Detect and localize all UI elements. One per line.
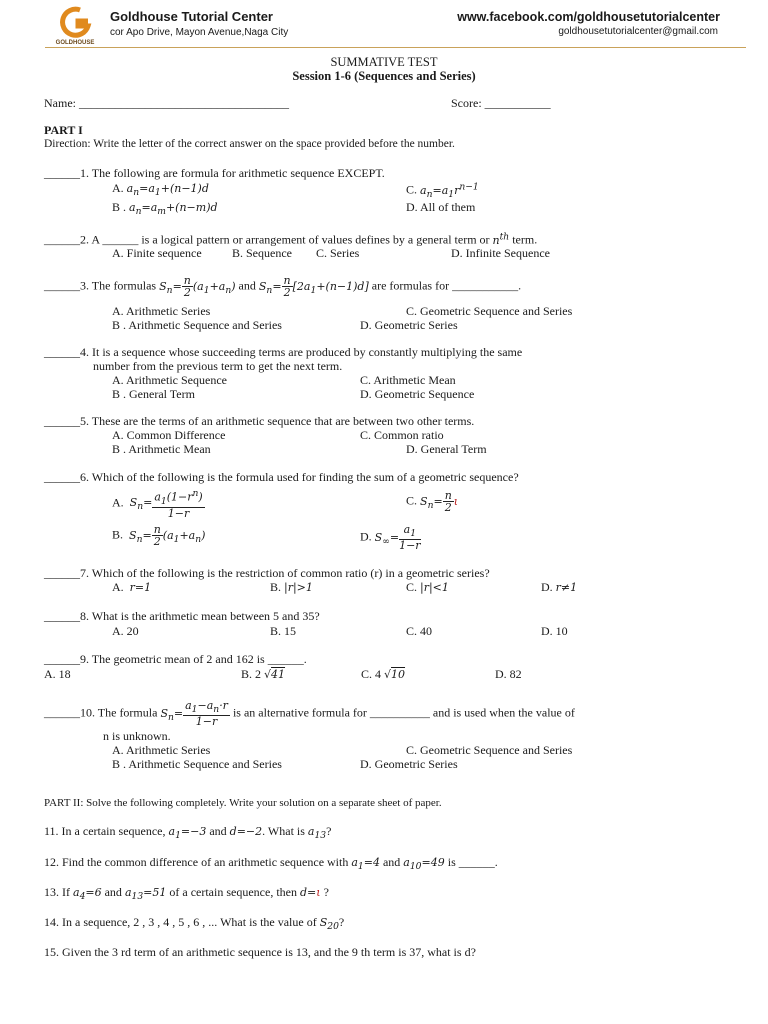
q6-option-d[interactable]: D. $S_\infty=$ $\frac{a_1}{1-r}$	[360, 523, 421, 553]
q1-option-b[interactable]: B . $a_n=a_m+(n-m)d$	[112, 200, 218, 218]
q4-option-d[interactable]: D. Geometric Sequence	[360, 387, 475, 401]
score-field[interactable]: Score: ___________	[451, 96, 551, 110]
question-3: ______3. The formulas $S_n=$ $\frac{n}{2}$ $(a_1+a_n)$ and $S_n=$ $\frac{n}{2}$ $[2a_1+(n-1)d]$ are formulas for ___________.	[44, 274, 522, 299]
test-title: SUMMATIVE TEST	[330, 55, 438, 69]
q7-option-b[interactable]: B. |r|>1	[270, 580, 313, 594]
q10-option-a[interactable]: A. Arithmetic Series	[112, 743, 211, 757]
q6-option-a[interactable]: A. $S_n=$ $\frac{a_1(1-r^n)}{1-r}$	[112, 488, 203, 520]
q9-option-c[interactable]: C. 4 √10	[361, 667, 406, 681]
q8-option-d[interactable]: D. 10	[541, 624, 568, 638]
question-5: ______5. These are the terms of an arithmetic sequence that are between two other terms.	[44, 414, 475, 428]
org-address: cor Apo Drive, Mayon Avenue,Naga City	[110, 27, 289, 38]
q5-option-d[interactable]: D. General Term	[406, 442, 487, 456]
question-10: ______10. The formula $S_n=$ $\frac{a_1-a_n\cdot r}{1-r}$ is an alternative formula for __________ and is used when the value of	[44, 699, 575, 729]
q8-option-a[interactable]: A. 20	[112, 624, 139, 638]
question-11: 11. In a certain sequence, $a_1=-3$ and d=−2. What is $a_{13}$?	[44, 824, 332, 842]
q8-option-c[interactable]: C. 40	[406, 624, 433, 638]
q9-option-d[interactable]: D. 82	[495, 667, 522, 681]
q4-option-a[interactable]: A. Arithmetic Sequence	[112, 373, 227, 387]
question-13: 13. If $a_4=6$ and $a_{13}=51$ of a certain sequence, then d=ι ?	[44, 885, 329, 903]
q5-option-b[interactable]: B . Arithmetic Mean	[112, 442, 211, 456]
question-14: 14. In a sequence, 2 , 3 , 4 , 5 , 6 , ... What is the value of $S_{20}$?	[44, 915, 345, 933]
q9-option-a[interactable]: A. 18	[44, 667, 71, 681]
q6-option-b[interactable]: B. $S_n=$ $\frac{n}{2}$ $(a_1+a_n)$	[112, 523, 206, 548]
org-name: Goldhouse Tutorial Center	[110, 9, 273, 24]
q5-option-c[interactable]: C. Common ratio	[360, 428, 444, 442]
q4-option-b[interactable]: B . General Term	[112, 387, 195, 401]
name-field[interactable]: Name: ___________________________________	[44, 96, 289, 110]
question-8: ______8. What is the arithmetic mean between 5 and 35?	[44, 609, 320, 623]
part1-heading: PART I	[44, 123, 83, 137]
question-15: 15. Given the 3 rd term of an arithmetic sequence is 13, and the 9 th term is 37, what is d?	[44, 945, 476, 959]
q2-option-d[interactable]: D. Infinite Sequence	[451, 246, 550, 260]
question-1: ______1. The following are formula for arithmetic sequence EXCEPT.	[44, 166, 385, 180]
question-4: ______4. It is a sequence whose succeeding terms are produced by constantly multiplying the same	[44, 345, 523, 359]
q8-option-b[interactable]: B. 15	[270, 624, 297, 638]
q1-option-d[interactable]: D. All of them	[406, 200, 476, 214]
test-subtitle: Session 1-6 (Sequences and Series)	[292, 69, 476, 83]
q10-option-b[interactable]: B . Arithmetic Sequence and Series	[112, 757, 282, 771]
question-9: ______9. The geometric mean of 2 and 162 is ______.	[44, 652, 307, 666]
q7-option-d[interactable]: D. r≠1	[541, 580, 578, 594]
q1-option-a[interactable]: A. $a_n=a_1+(n-1)d$	[112, 181, 209, 199]
facebook-link[interactable]: www.facebook.com/goldhousetutorialcenter	[457, 10, 720, 24]
q3-option-d[interactable]: D. Geometric Series	[360, 318, 458, 332]
q6-option-c[interactable]: C. $S_n=$ $\frac{n}{2}$ ι	[406, 489, 459, 514]
q5-option-a[interactable]: A. Common Difference	[112, 428, 226, 442]
question-12: 12. Find the common difference of an arithmetic sequence with $a_1=4$ and $a_{10}=49$ is ______.	[44, 855, 498, 873]
q9-option-b[interactable]: B. 2 √41	[241, 667, 286, 681]
q7-option-a[interactable]: A. r=1	[112, 580, 152, 594]
q3-option-b[interactable]: B . Arithmetic Sequence and Series	[112, 318, 282, 332]
q10-option-c[interactable]: C. Geometric Sequence and Series	[406, 743, 573, 757]
goldhouse-logo	[50, 6, 100, 46]
q10-option-d[interactable]: D. Geometric Series	[360, 757, 458, 771]
header-divider	[45, 47, 746, 48]
question-7: ______7. Which of the following is the restriction of common ratio (r) in a geometric series?	[44, 566, 490, 580]
q1-option-c[interactable]: C. $a_n=a_1r^{n-1}$	[406, 181, 479, 200]
q2-option-a[interactable]: A. Finite sequence	[112, 246, 202, 260]
question-2: ______2. A ______ is a logical pattern or arrangement of values defines by a general term or $n^{th}$ term.	[44, 231, 538, 247]
q3-option-c[interactable]: C. Geometric Sequence and Series	[406, 304, 573, 318]
question-6: ______6. Which of the following is the formula used for finding the sum of a geometric sequence?	[44, 470, 519, 484]
question-10-line2: n is unknown.	[103, 729, 171, 743]
logo-text: GOLDHOUSE	[55, 40, 95, 46]
email-address[interactable]: goldhousetutorialcenter@gmail.com	[558, 26, 718, 37]
q2-option-c[interactable]: C. Series	[316, 246, 360, 260]
q3-option-a[interactable]: A. Arithmetic Series	[112, 304, 211, 318]
part1-direction: Direction: Write the letter of the correct answer on the space provided before the number.	[44, 138, 455, 150]
q2-option-b[interactable]: B. Sequence	[232, 246, 292, 260]
q4-option-c[interactable]: C. Arithmetic Mean	[360, 373, 456, 387]
part2-heading: PART II: Solve the following completely. Write your solution on a separate sheet of paper.	[44, 797, 442, 809]
q7-option-c[interactable]: C. |r|<1	[406, 580, 449, 594]
question-4-line2: number from the previous term to get the next term.	[93, 359, 343, 373]
